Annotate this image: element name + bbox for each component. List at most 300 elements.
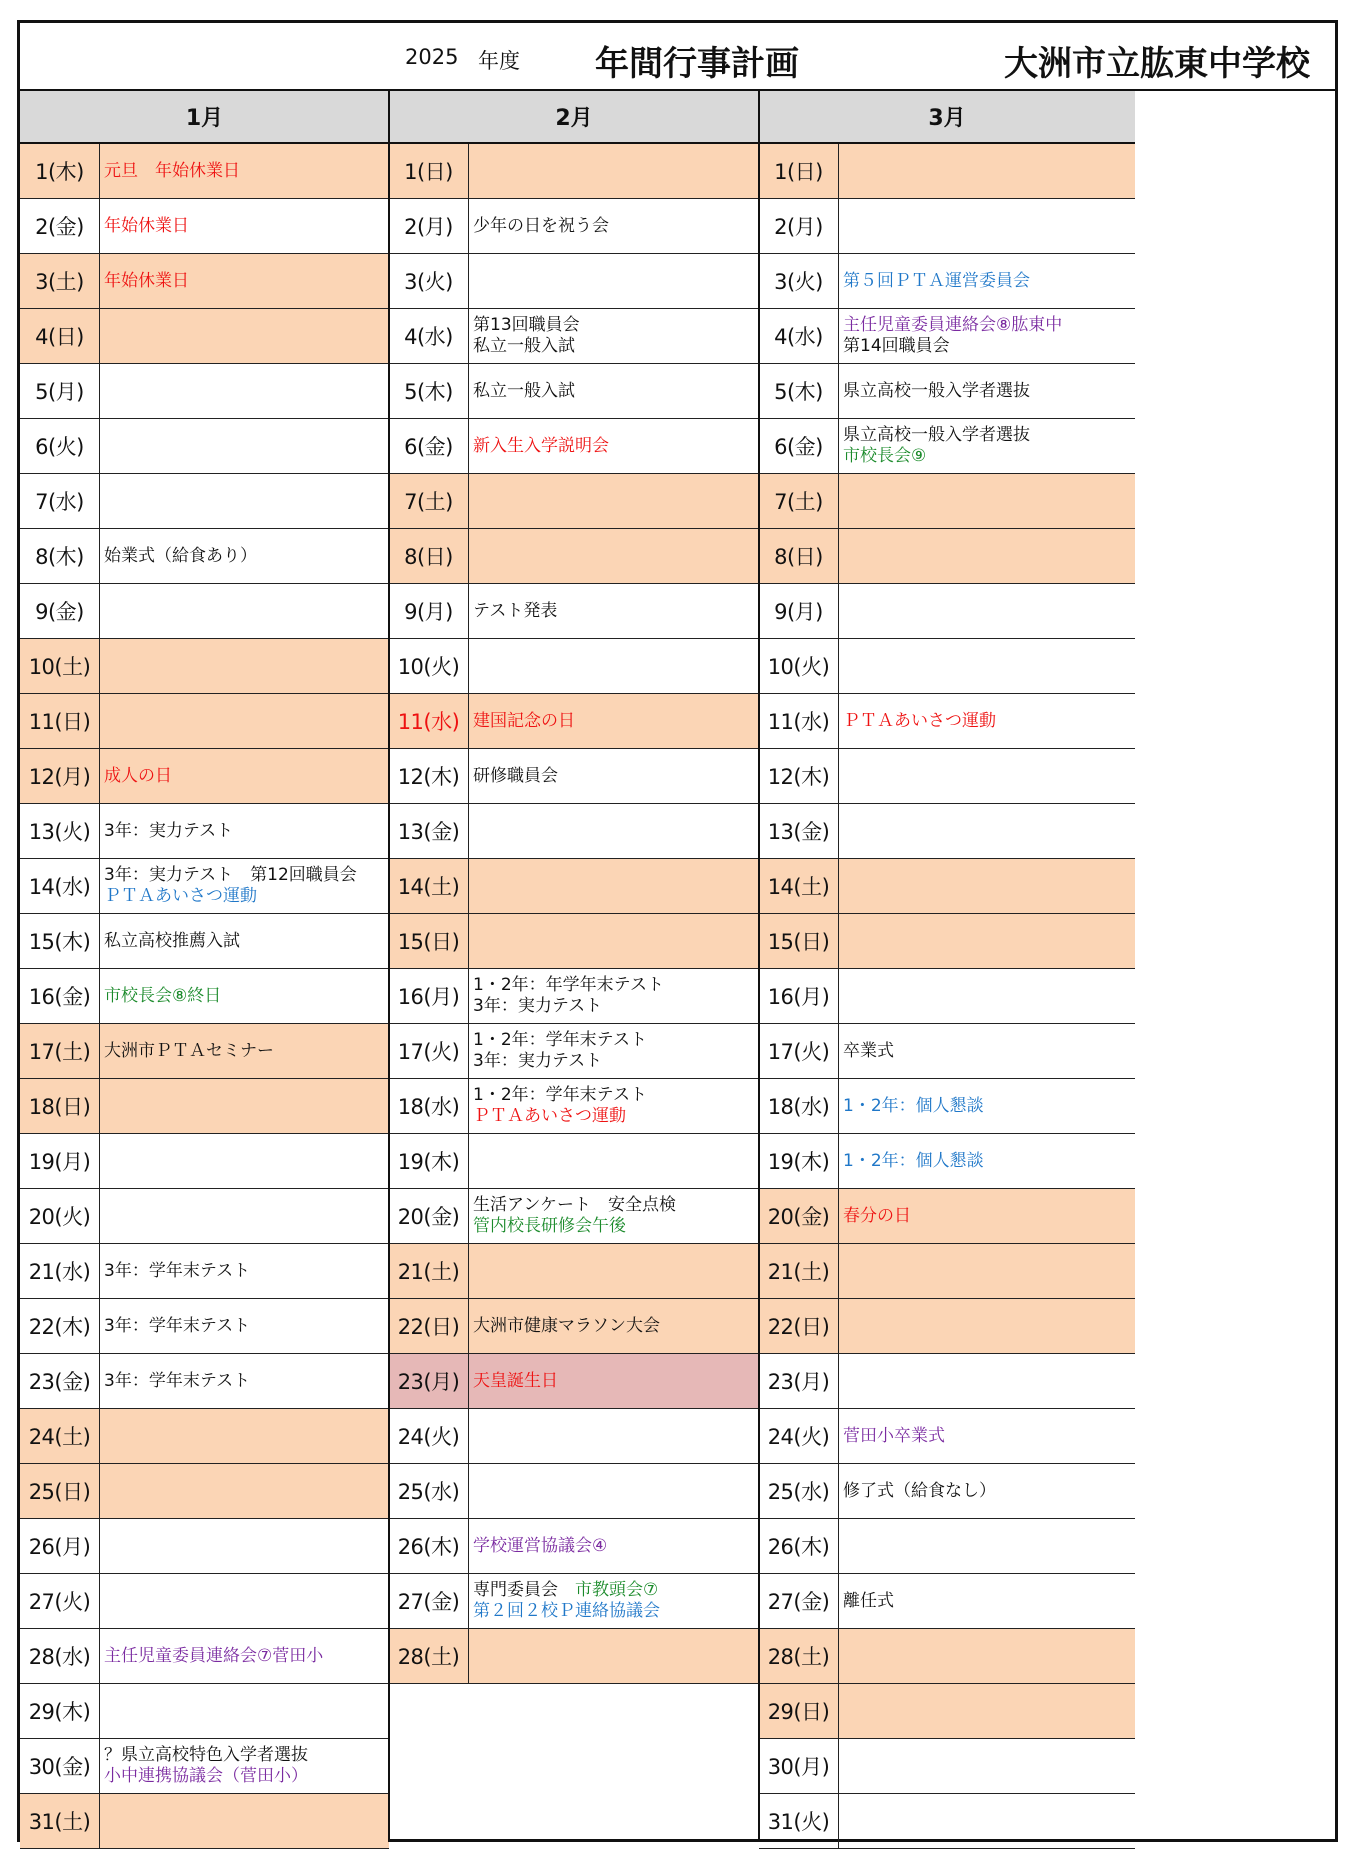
date-cell: 2(月)	[389, 199, 469, 253]
date-cell: 3(土)	[20, 254, 100, 308]
date-cell: 22(日)	[389, 1299, 469, 1353]
date-cell: 14(水)	[20, 859, 100, 913]
day-row	[20, 1244, 389, 1299]
date-cell: 14(土)	[389, 859, 469, 913]
event-text: 少年の日を祝う会	[473, 215, 609, 236]
date-cell: 2(金)	[20, 199, 100, 253]
date-cell: 12(木)	[759, 749, 839, 803]
day-row	[759, 1409, 1135, 1464]
date-cell: 6(火)	[20, 419, 100, 473]
day-row	[759, 199, 1135, 254]
date-cell: 28(土)	[389, 1629, 469, 1683]
date-cell: 1(木)	[20, 144, 100, 198]
date-cell: 28(水)	[20, 1629, 100, 1683]
day-row	[20, 1574, 389, 1629]
date-cell: 6(金)	[759, 419, 839, 473]
event-text: 大洲市ＰＴＡセミナー	[104, 1040, 274, 1061]
day-row	[389, 529, 759, 584]
date-cell: 21(水)	[20, 1244, 100, 1298]
day-row	[759, 419, 1135, 474]
events-cell	[100, 804, 389, 858]
day-row	[20, 1079, 389, 1134]
events-cell	[469, 1244, 759, 1298]
event-text: 成人の日	[104, 765, 172, 786]
date-cell: 5(月)	[20, 364, 100, 418]
day-row	[20, 1629, 389, 1684]
event-text: 研修職員会	[473, 765, 558, 786]
date-cell: 25(日)	[20, 1464, 100, 1518]
events-cell	[839, 1299, 1135, 1353]
event-text: 専門委員会 市教頭会⑦	[473, 1580, 659, 1600]
month-header: 1月	[20, 91, 389, 144]
date-cell: 9(月)	[759, 584, 839, 638]
day-row	[389, 1629, 759, 1684]
day-row	[389, 199, 759, 254]
date-cell: 14(土)	[759, 859, 839, 913]
events-cell	[469, 419, 759, 473]
events-cell	[469, 1079, 759, 1133]
date-cell: 27(金)	[759, 1574, 839, 1628]
events-cell	[839, 1629, 1135, 1683]
day-row	[20, 859, 389, 914]
events-cell	[100, 694, 389, 748]
day-row	[20, 584, 389, 639]
day-row	[759, 914, 1135, 969]
events-cell	[100, 1354, 389, 1408]
day-row	[759, 1739, 1135, 1794]
event-text: ＰＴＡあいさつ運動	[104, 886, 257, 906]
day-row	[20, 1299, 389, 1354]
events-cell	[469, 1354, 759, 1408]
day-row	[389, 1464, 759, 1519]
date-cell: 25(水)	[759, 1464, 839, 1518]
day-row	[20, 1354, 389, 1409]
event-text: 小中連携協議会（菅田小）	[104, 1766, 308, 1786]
events-cell	[839, 1189, 1135, 1243]
events-cell	[469, 584, 759, 638]
events-cell	[469, 639, 759, 693]
day-row	[389, 969, 759, 1024]
date-cell: 29(木)	[20, 1684, 100, 1738]
day-row	[20, 804, 389, 859]
date-cell: 26(木)	[389, 1519, 469, 1573]
date-cell: 28(土)	[759, 1629, 839, 1683]
date-cell: 12(木)	[389, 749, 469, 803]
event-text: 始業式（給食あり）	[104, 545, 257, 566]
date-cell: 16(金)	[20, 969, 100, 1023]
date-cell: 27(火)	[20, 1574, 100, 1628]
events-cell	[839, 749, 1135, 803]
day-row	[759, 1354, 1135, 1409]
day-row	[20, 1684, 389, 1739]
events-cell	[839, 694, 1135, 748]
day-row	[20, 1024, 389, 1079]
events-cell	[469, 1574, 759, 1628]
event-text: 3年：実力テスト	[104, 820, 234, 841]
events-cell	[100, 1574, 389, 1628]
nendo-label: 年度	[478, 49, 520, 73]
events-cell	[100, 639, 389, 693]
day-row	[20, 529, 389, 584]
event-text: 3年：学年末テスト	[104, 1315, 251, 1336]
day-row	[759, 1024, 1135, 1079]
month-header: 2月	[389, 91, 759, 144]
events-cell	[839, 1409, 1135, 1463]
day-row	[759, 584, 1135, 639]
event-text: 主任児童委員連絡会⑦菅田小	[104, 1645, 324, 1666]
month-divider	[758, 91, 760, 1842]
event-text: 生活アンケート 安全点検	[473, 1195, 676, 1215]
date-cell: 17(土)	[20, 1024, 100, 1078]
event-text: 市校長会⑨	[843, 446, 927, 466]
event-text: 3年：学年末テスト	[104, 1260, 251, 1281]
day-row	[759, 859, 1135, 914]
date-cell: 2(月)	[759, 199, 839, 253]
date-cell: 31(火)	[759, 1794, 839, 1848]
day-row	[20, 1464, 389, 1519]
events-cell	[839, 1464, 1135, 1518]
date-cell: 17(火)	[389, 1024, 469, 1078]
date-cell: 15(木)	[20, 914, 100, 968]
events-cell	[839, 419, 1135, 473]
events-cell	[100, 199, 389, 253]
date-cell: 12(月)	[20, 749, 100, 803]
month-column	[389, 91, 759, 1849]
events-cell	[839, 1079, 1135, 1133]
day-row	[759, 144, 1135, 199]
events-cell	[839, 914, 1135, 968]
events-cell	[100, 1134, 389, 1188]
events-cell	[469, 254, 759, 308]
events-cell	[100, 1024, 389, 1078]
date-cell: 29(日)	[759, 1684, 839, 1738]
event-text: 卒業式	[843, 1040, 894, 1061]
event-text: 私立高校推薦入試	[104, 930, 240, 951]
day-row	[759, 1189, 1135, 1244]
date-cell: 31(土)	[20, 1794, 100, 1848]
day-row	[20, 1739, 389, 1794]
events-cell	[100, 749, 389, 803]
date-cell: 27(金)	[389, 1574, 469, 1628]
date-cell: 18(日)	[20, 1079, 100, 1133]
events-cell	[839, 1134, 1135, 1188]
events-cell	[100, 474, 389, 528]
date-cell: 11(水)	[759, 694, 839, 748]
event-text: 県立高校一般入学者選抜	[843, 380, 1030, 401]
events-cell	[839, 969, 1135, 1023]
event-text: 1・2年：学年末テスト	[473, 1030, 647, 1050]
events-cell	[469, 529, 759, 583]
events-cell	[100, 1794, 389, 1848]
date-cell: 7(水)	[20, 474, 100, 528]
date-cell: 10(土)	[20, 639, 100, 693]
day-row	[759, 969, 1135, 1024]
event-text: 修了式（給食なし）	[843, 1480, 996, 1501]
events-cell	[469, 144, 759, 198]
day-row	[389, 1299, 759, 1354]
day-row	[389, 694, 759, 749]
day-row	[759, 1794, 1135, 1849]
events-cell	[469, 364, 759, 418]
day-row	[759, 1574, 1135, 1629]
day-row	[389, 309, 759, 364]
day-row	[20, 1519, 389, 1574]
empty-row	[389, 1684, 759, 1739]
event-text: 年始休業日	[104, 270, 189, 291]
date-cell: 24(火)	[389, 1409, 469, 1463]
day-row	[759, 529, 1135, 584]
day-row	[20, 1134, 389, 1189]
event-text: 私立一般入試	[473, 336, 575, 356]
day-row	[759, 1464, 1135, 1519]
day-row	[20, 639, 389, 694]
date-cell: 7(土)	[389, 474, 469, 528]
day-row	[759, 639, 1135, 694]
event-text: 私立一般入試	[473, 380, 575, 401]
date-cell: 11(日)	[20, 694, 100, 748]
event-text: 第13回職員会	[473, 315, 580, 335]
events-cell	[469, 1189, 759, 1243]
events-cell	[469, 914, 759, 968]
events-cell	[100, 1409, 389, 1463]
date-cell: 20(金)	[389, 1189, 469, 1243]
events-cell	[839, 309, 1135, 363]
day-row	[20, 749, 389, 804]
event-text: 学校運営協議会④	[473, 1535, 608, 1556]
date-cell: 9(月)	[389, 584, 469, 638]
events-cell	[469, 749, 759, 803]
day-row	[389, 859, 759, 914]
date-cell: 5(木)	[389, 364, 469, 418]
day-row	[389, 639, 759, 694]
day-row	[759, 1299, 1135, 1354]
events-cell	[100, 1189, 389, 1243]
day-row	[20, 1409, 389, 1464]
event-text: 離任式	[843, 1590, 894, 1611]
empty-row	[389, 1739, 759, 1794]
events-cell	[100, 1079, 389, 1133]
events-cell	[839, 144, 1135, 198]
event-text: 建国記念の日	[473, 710, 575, 731]
day-row	[389, 1134, 759, 1189]
date-cell: 11(水)	[389, 694, 469, 748]
events-cell	[469, 1519, 759, 1573]
event-text: 春分の日	[843, 1205, 911, 1226]
events-cell	[100, 309, 389, 363]
date-cell: 1(日)	[759, 144, 839, 198]
month-column	[20, 91, 389, 1849]
events-cell	[100, 1629, 389, 1683]
day-row	[389, 1519, 759, 1574]
date-cell: 4(水)	[389, 309, 469, 363]
month-header: 3月	[759, 91, 1135, 144]
date-cell: 16(月)	[759, 969, 839, 1023]
day-row	[389, 254, 759, 309]
day-row	[389, 1244, 759, 1299]
event-text: 主任児童委員連絡会⑧肱東中	[843, 315, 1063, 335]
date-cell: 16(月)	[389, 969, 469, 1023]
events-cell	[839, 1354, 1135, 1408]
date-cell: 21(土)	[759, 1244, 839, 1298]
event-text: 県立高校一般入学者選抜	[843, 425, 1030, 445]
day-row	[759, 474, 1135, 529]
day-row	[389, 584, 759, 639]
events-cell	[839, 199, 1135, 253]
day-row	[20, 254, 389, 309]
day-row	[389, 144, 759, 199]
day-row	[759, 1519, 1135, 1574]
events-cell	[839, 529, 1135, 583]
day-row	[20, 309, 389, 364]
title-bar	[20, 23, 1335, 91]
day-row	[389, 1024, 759, 1079]
day-row	[20, 364, 389, 419]
date-cell: 5(木)	[759, 364, 839, 418]
date-cell: 3(火)	[759, 254, 839, 308]
event-text: 大洲市健康マラソン大会	[473, 1315, 660, 1336]
date-cell: 13(金)	[759, 804, 839, 858]
day-row	[389, 1574, 759, 1629]
date-cell: 4(日)	[20, 309, 100, 363]
day-row	[759, 1244, 1135, 1299]
events-cell	[469, 1024, 759, 1078]
day-row	[759, 254, 1135, 309]
events-cell	[839, 1519, 1135, 1573]
day-row	[389, 804, 759, 859]
event-text: 第２回２校Ｐ連絡協議会	[473, 1601, 660, 1621]
date-cell: 19(月)	[20, 1134, 100, 1188]
day-row	[20, 199, 389, 254]
calendar-sheet	[17, 20, 1338, 1842]
events-cell	[839, 859, 1135, 913]
day-row	[20, 1189, 389, 1244]
date-cell: 25(水)	[389, 1464, 469, 1518]
day-row	[389, 914, 759, 969]
date-cell: 4(水)	[759, 309, 839, 363]
events-cell	[100, 1519, 389, 1573]
date-cell: 13(金)	[389, 804, 469, 858]
date-cell: 8(日)	[759, 529, 839, 583]
events-cell	[839, 639, 1135, 693]
date-cell: 7(土)	[759, 474, 839, 528]
event-text: 第５回ＰＴＡ運営委員会	[843, 270, 1030, 291]
date-cell: 21(土)	[389, 1244, 469, 1298]
events-cell	[100, 1684, 389, 1738]
date-cell: 13(火)	[20, 804, 100, 858]
date-cell: 19(木)	[759, 1134, 839, 1188]
event-text: 1・2年：年学年末テスト	[473, 975, 664, 995]
events-cell	[839, 1024, 1135, 1078]
day-row	[20, 474, 389, 529]
date-cell: 15(日)	[389, 914, 469, 968]
date-cell: 22(日)	[759, 1299, 839, 1353]
events-cell	[100, 969, 389, 1023]
event-text: 天皇誕生日	[473, 1370, 558, 1391]
event-text: ＰＴＡあいさつ運動	[843, 710, 996, 731]
date-cell: 17(火)	[759, 1024, 839, 1078]
date-cell: 19(木)	[389, 1134, 469, 1188]
date-cell: 10(火)	[389, 639, 469, 693]
events-cell	[469, 694, 759, 748]
event-text: 3年：実力テスト	[473, 996, 603, 1016]
day-row	[759, 804, 1135, 859]
events-cell	[469, 309, 759, 363]
events-cell	[100, 584, 389, 638]
events-cell	[100, 419, 389, 473]
date-cell: 22(木)	[20, 1299, 100, 1353]
day-row	[759, 1079, 1135, 1134]
event-text: 元旦 年始休業日	[104, 160, 240, 181]
event-text: ＰＴＡあいさつ運動	[473, 1106, 626, 1126]
month-column	[759, 91, 1135, 1849]
events-cell	[839, 474, 1135, 528]
date-cell: 24(土)	[20, 1409, 100, 1463]
event-text: 市校長会⑧終日	[104, 985, 222, 1006]
date-cell: 23(金)	[20, 1354, 100, 1408]
day-row	[759, 364, 1135, 419]
events-cell	[100, 529, 389, 583]
date-cell: 24(火)	[759, 1409, 839, 1463]
day-row	[389, 474, 759, 529]
day-row	[20, 1794, 389, 1849]
events-cell	[469, 859, 759, 913]
events-cell	[100, 914, 389, 968]
event-text: ？県立高校特色入学者選抜	[104, 1745, 308, 1765]
events-cell	[100, 1464, 389, 1518]
events-cell	[100, 1244, 389, 1298]
events-cell	[839, 254, 1135, 308]
day-row	[20, 419, 389, 474]
day-row	[389, 749, 759, 804]
day-row	[759, 749, 1135, 804]
day-row	[759, 1134, 1135, 1189]
day-row	[759, 1684, 1135, 1739]
events-cell	[100, 1299, 389, 1353]
date-cell: 20(金)	[759, 1189, 839, 1243]
school-name: 大洲市立肱東中学校	[1004, 44, 1310, 84]
page-title: 年間行事計画	[595, 44, 799, 84]
date-cell: 20(火)	[20, 1189, 100, 1243]
month-divider	[388, 91, 390, 1842]
event-text: 3年：学年末テスト	[104, 1370, 251, 1391]
date-cell: 10(火)	[759, 639, 839, 693]
date-cell: 26(月)	[20, 1519, 100, 1573]
date-cell: 15(日)	[759, 914, 839, 968]
date-cell: 9(金)	[20, 584, 100, 638]
date-cell: 1(日)	[389, 144, 469, 198]
events-cell	[839, 804, 1135, 858]
events-cell	[839, 1244, 1135, 1298]
events-cell	[839, 584, 1135, 638]
empty-row	[389, 1794, 759, 1849]
events-cell	[839, 1574, 1135, 1628]
events-cell	[469, 474, 759, 528]
date-cell: 8(木)	[20, 529, 100, 583]
day-row	[759, 694, 1135, 749]
events-cell	[839, 1684, 1135, 1738]
events-cell	[839, 364, 1135, 418]
date-cell: 23(月)	[759, 1354, 839, 1408]
day-row	[389, 419, 759, 474]
event-text: 1・2年：学年末テスト	[473, 1085, 647, 1105]
events-cell	[469, 969, 759, 1023]
date-cell: 23(月)	[389, 1354, 469, 1408]
day-row	[20, 144, 389, 199]
events-cell	[100, 859, 389, 913]
date-cell: 30(金)	[20, 1739, 100, 1793]
date-cell: 30(月)	[759, 1739, 839, 1793]
day-row	[759, 1629, 1135, 1684]
